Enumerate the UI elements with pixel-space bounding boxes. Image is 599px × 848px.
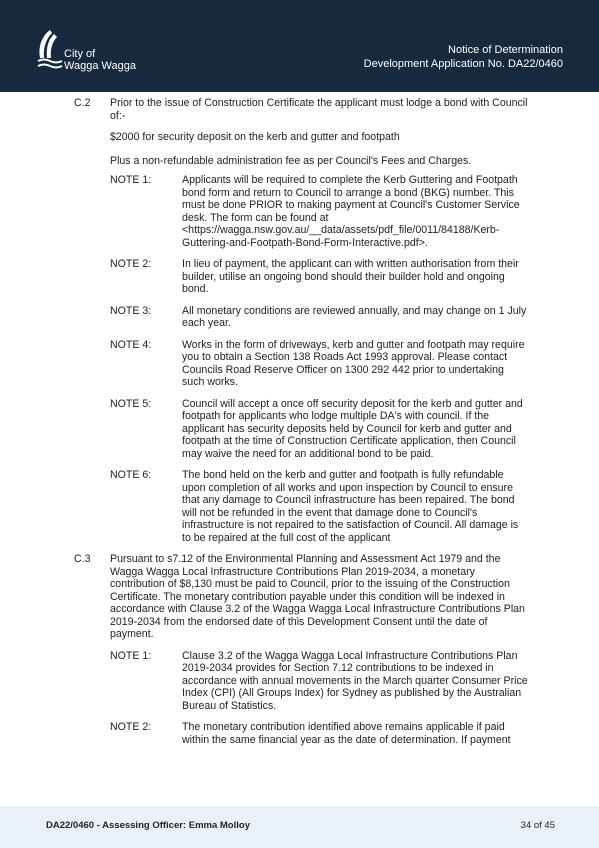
note-label: NOTE 2: [110,258,152,270]
page-footer [0,806,599,848]
logo-text [64,48,136,72]
header-title-block [364,43,563,71]
note-text: Council will accept a once off security deposit for the kerb and gutter and footpath for applicants who lodge multiple DA's with council. If the applicant has security deposits held by Council for kerb and gutter and footpath at the time of Construction Certificate application, then Council may waive the need for an additional bond to be paid. [182,397,523,460]
note-item [0,398,599,461]
note-label: NOTE 1: [110,174,152,186]
note-label: NOTE 4: [110,338,152,351]
note-label: NOTE 5: [110,397,152,410]
condition-text: Pursuant to s7.12 of the Environmental Planning and Assessment Act 1979 and the Wagga Wagga Local Infrastructure Contributions Plan 2019-2034, a monetary contribution of $8,130 must be paid to Council, prior to the issuing of the Construction Certificate. The monetary contribution payable under this condition will be indexed in accordance with Clause 3.2 of the Wagga Wagga Local Infrastructure Contributions Plan 2019-2034 from the endorsed date of this Development Consent until the date of payment. [110,553,525,640]
council-logo [36,28,146,76]
logo-line-1: City of [64,48,96,60]
page-number: 34 of 45 [520,820,555,831]
condition-c3 [0,553,599,641]
note-label: NOTE 1: [110,649,152,662]
note-label: NOTE 6: [110,469,152,481]
condition-number: C.2 [74,97,91,109]
wagga-logo-icon [36,28,64,72]
document-title: Notice of Determination [448,44,563,56]
footer-officer: DA22/0460 - Assessing Officer: Emma Molloy [46,820,250,831]
note-text: In lieu of payment, the applicant can with written authorisation from their builder, utilise an ongoing bond should their builder hold and ongoing bond. [182,258,519,295]
note-item [0,174,599,249]
condition-number: C.3 [74,553,91,565]
note-text: Applicants will be required to complete the Kerb Guttering and Footpath bond form and return to Council to arrange a bond (BKG) number. This must be done PRIOR to making payment at Council's Customer Service desk. The form can be found at <https://wagga.nsw.gov.au/__data/assets/pdf_file/0011/84188/Kerb-Guttering-and-Footpath-Bond-Form-Interactive.pdf>. [182,174,520,249]
admin-fee: Plus a non-refundable administration fee as per Council's Fees and Charges. [110,154,472,167]
condition-c2 [0,97,599,122]
note-item [0,650,599,713]
note-item [0,469,599,544]
note-text: The bond held on the kerb and gutter and footpath is fully refundable upon completion of all works and upon inspection by Council to ensure that any damage to Council infrastructure has been repaired. The bond will not be refunded in the event that damage done to Council's infrastructure is not repaired to the satisfaction of Council. All damage is to be repaired at the full cost of the applicant [182,469,519,544]
note-label: NOTE 3: [110,304,152,317]
note-text: The monetary contribution identified above remains applicable if paid within the same financial year as the date of determination. If payment [182,721,511,746]
logo-line-2: Wagga Wagga [64,60,136,72]
page-header [0,0,599,92]
note-text: All monetary conditions are reviewed annually, and may change on 1 July each year. [182,304,527,329]
note-item [0,721,599,746]
note-item [0,258,599,296]
condition-text: Prior to the issue of Construction Certificate the applicant must lodge a bond with Council of:- [110,97,528,122]
note-text: Clause 3.2 of the Wagga Wagga Local Infrastructure Contributions Plan 2019-2034 provides for Section 7.12 contributions to be indexed in accordance with annual movements in the March quarter Consumer Price Index (CPI) (All Groups Index) for Sydney as published by the Australian Bureau of Statistics. [182,649,528,712]
note-item [0,305,599,330]
note-text: Works in the form of driveways, kerb and gutter and footpath may require you to obtain a Section 138 Roads Act 1993 approval. Please contact Councils Road Reserve Officer on 1300 292 442 prior to undertaking such works. [182,338,525,388]
note-label: NOTE 2: [110,721,152,733]
application-number: Development Application No. DA22/0460 [363,58,563,70]
document-body [0,97,599,746]
bond-amount: $2000 for security deposit on the kerb and gutter and footpath [110,131,400,143]
note-item [0,339,599,389]
